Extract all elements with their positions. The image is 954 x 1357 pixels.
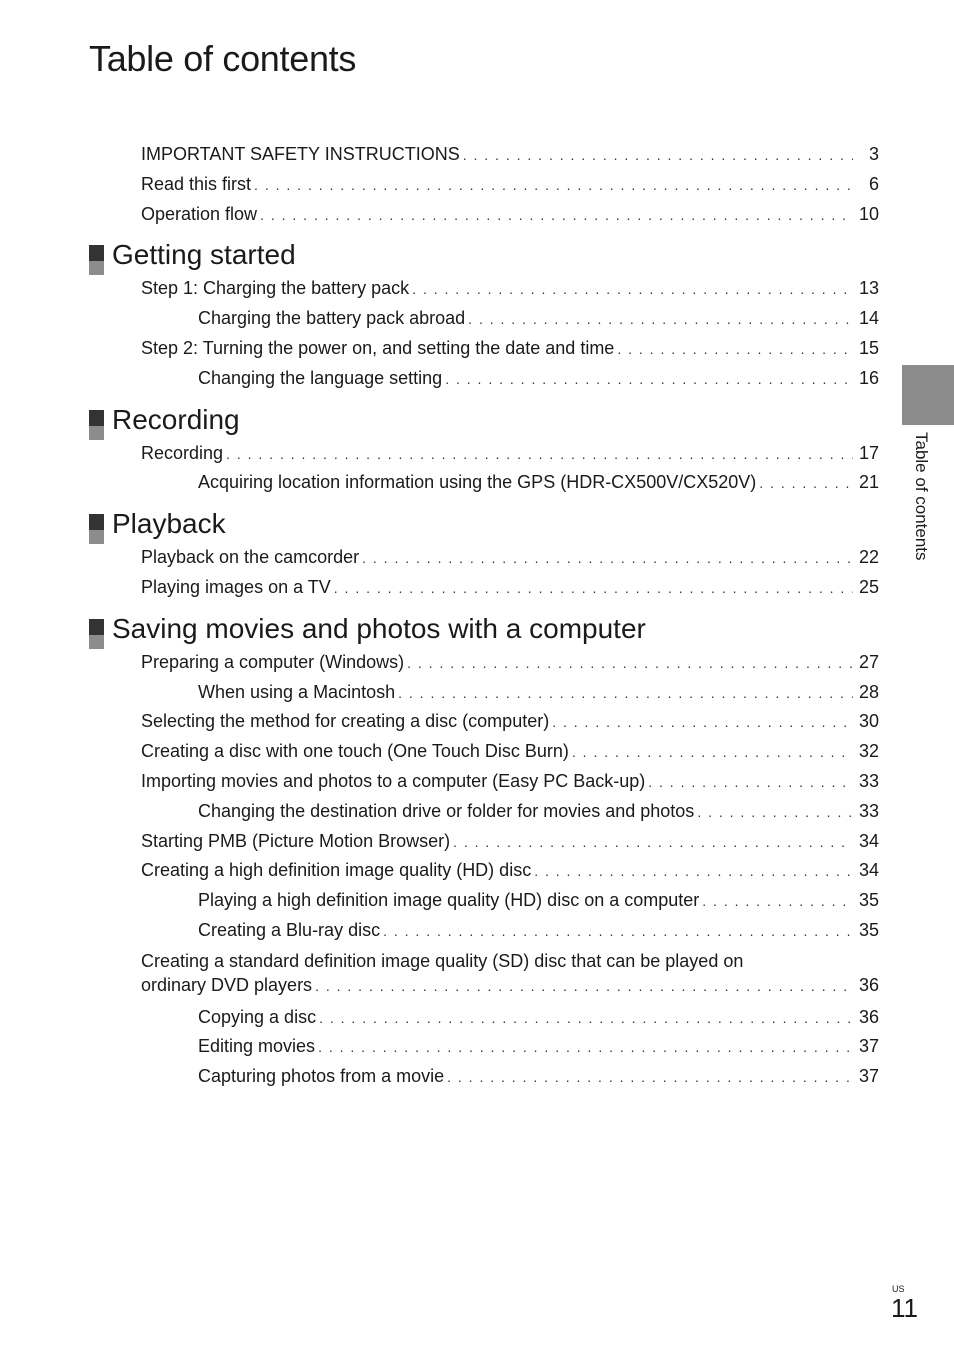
- dot-leader: [407, 652, 853, 674]
- toc-entry-title: Capturing photos from a movie: [198, 1066, 445, 1087]
- toc-entry-title: Read this first: [141, 173, 252, 194]
- toc-entry-page: 37: [858, 1066, 879, 1087]
- dot-leader: [319, 1007, 853, 1029]
- toc-entry-title: Creating a Blu-ray disc: [198, 919, 381, 940]
- toc-entry[interactable]: [89, 143, 879, 173]
- toc-subentry[interactable]: [89, 367, 879, 397]
- toc-subentry[interactable]: [89, 800, 879, 830]
- chapter-tab-label: Table of contents: [912, 432, 931, 561]
- toc-entry-title: Starting PMB (Picture Motion Browser): [141, 830, 451, 851]
- dot-leader: [572, 741, 853, 763]
- section-marker-bottom: [89, 426, 104, 440]
- section-marker-icon: [89, 514, 104, 544]
- toc-entry-title: Preparing a computer (Windows): [141, 651, 405, 672]
- toc-entry-title: Charging the battery pack abroad: [198, 308, 466, 329]
- toc-entry-page: 35: [858, 890, 879, 911]
- toc-entry-title: Acquiring location information using the GPS (HDR-CX500V/CX520V): [198, 472, 757, 493]
- toc-entry-continuation: [141, 973, 879, 998]
- toc-entry[interactable]: [89, 949, 879, 998]
- toc-entry-page: 15: [858, 337, 879, 358]
- toc-entry-title-continued: ordinary DVD players: [141, 974, 313, 995]
- dot-leader: [463, 144, 853, 166]
- toc-entry-title: Copying a disc: [198, 1006, 317, 1027]
- toc-entry-title: Selecting the method for creating a disc (computer): [141, 711, 550, 732]
- dot-leader: [447, 1066, 853, 1088]
- toc-entry-page: 32: [858, 741, 879, 762]
- toc-entry-page: 13: [858, 278, 879, 299]
- toc-entry[interactable]: [89, 859, 879, 889]
- toc-entry-title: Playback on the camcorder: [141, 547, 360, 568]
- toc-entry[interactable]: [89, 277, 879, 307]
- toc-entry[interactable]: [89, 546, 879, 576]
- table-of-contents: [89, 143, 879, 1095]
- dot-leader: [534, 860, 853, 882]
- toc-entry[interactable]: [89, 830, 879, 860]
- toc-entry-title: Importing movies and photos to a computer (Easy PC Back-up): [141, 770, 646, 791]
- toc-subentry[interactable]: [89, 1035, 879, 1065]
- toc-subentry[interactable]: [89, 919, 879, 949]
- section-heading: [89, 611, 879, 651]
- section-heading-label: Recording: [112, 403, 240, 435]
- toc-entry-page: 34: [858, 860, 879, 881]
- dot-leader: [362, 547, 853, 569]
- section-marker-top: [89, 410, 104, 426]
- toc-entry[interactable]: [89, 651, 879, 681]
- toc-entry-page: 17: [858, 442, 879, 463]
- dot-leader: [453, 831, 853, 853]
- dot-leader: [334, 577, 853, 599]
- toc-entry[interactable]: [89, 203, 879, 233]
- section-heading: [89, 237, 879, 277]
- dot-leader: [398, 682, 853, 704]
- toc-entry-page: 25: [858, 576, 879, 597]
- dot-leader: [552, 711, 853, 733]
- toc-entry-page: 14: [858, 308, 879, 329]
- dot-leader: [226, 443, 853, 465]
- toc-entry-page: 28: [858, 681, 879, 702]
- dot-leader: [254, 174, 853, 196]
- section-marker-icon: [89, 410, 104, 440]
- toc-entry-title: IMPORTANT SAFETY INSTRUCTIONS: [141, 144, 460, 164]
- toc-entry-page: 16: [858, 367, 879, 388]
- dot-leader: [697, 801, 853, 823]
- toc-entry-page: 34: [858, 830, 879, 851]
- section-marker-bottom: [89, 635, 104, 649]
- section-heading-label: Saving movies and photos with a computer: [112, 612, 646, 644]
- toc-entry-title: Step 1: Charging the battery pack: [141, 278, 410, 299]
- toc-entry-page: 37: [858, 1036, 879, 1057]
- toc-entry-page: 10: [858, 203, 879, 224]
- section-heading: [89, 402, 879, 442]
- dot-leader: [383, 920, 853, 942]
- toc-entry-title: Changing the destination drive or folder for movies and photos: [198, 800, 695, 821]
- toc-entry-title: Recording: [141, 442, 224, 463]
- toc-entry-page: 36: [858, 1006, 879, 1027]
- toc-entry[interactable]: [89, 442, 879, 472]
- section-marker-top: [89, 245, 104, 261]
- toc-entry-title: Creating a standard definition image quality (SD) disc that can be played on: [141, 950, 744, 971]
- section-marker-bottom: [89, 530, 104, 544]
- dot-leader: [318, 1036, 853, 1058]
- dot-leader: [648, 771, 853, 793]
- toc-subentry[interactable]: [89, 471, 879, 501]
- page-number: 11: [891, 1293, 918, 1323]
- section-marker-bottom: [89, 261, 104, 275]
- toc-entry-title: Changing the language setting: [198, 367, 443, 388]
- dot-leader: [260, 204, 853, 226]
- toc-subentry[interactable]: [89, 1065, 879, 1095]
- toc-entry-page: 3: [868, 144, 879, 164]
- toc-entry-page: 33: [858, 800, 879, 821]
- dot-leader: [702, 890, 853, 912]
- toc-entry-page: 27: [858, 651, 879, 672]
- toc-entry-title: Creating a disc with one touch (One Touch Disc Burn): [141, 741, 569, 762]
- toc-entry-title: When using a Macintosh: [198, 681, 396, 702]
- toc-entry-page: 30: [858, 711, 879, 732]
- toc-entry-page: 33: [858, 770, 879, 791]
- toc-entry-page: 35: [858, 919, 879, 940]
- toc-entry-title: Step 2: Turning the power on, and setting the date and time: [141, 337, 615, 358]
- toc-entry[interactable]: [89, 173, 879, 203]
- toc-entry[interactable]: [89, 710, 879, 740]
- toc-entry[interactable]: [89, 337, 879, 367]
- toc-entry-title: Playing images on a TV: [141, 576, 331, 597]
- toc-subentry[interactable]: [89, 1006, 879, 1036]
- page-region-code: US: [892, 1284, 905, 1294]
- toc-subentry[interactable]: [89, 889, 879, 919]
- toc-entry-title: Playing a high definition image quality (HD) disc on a computer: [198, 890, 700, 911]
- dot-leader: [468, 308, 853, 330]
- section-marker-icon: [89, 245, 104, 275]
- dot-leader: [759, 472, 853, 494]
- dot-leader: [617, 338, 853, 360]
- toc-entry-title: Operation flow: [141, 203, 258, 224]
- toc-entry-title: Creating a high definition image quality (HD) disc: [141, 860, 532, 881]
- toc-entry[interactable]: [89, 576, 879, 606]
- toc-subentry[interactable]: [89, 681, 879, 711]
- toc-entry-title: Editing movies: [198, 1036, 316, 1057]
- toc-entry-page: 6: [868, 173, 879, 194]
- section-marker-top: [89, 619, 104, 635]
- section-heading: [89, 506, 879, 546]
- section-heading-label: Playback: [112, 508, 226, 540]
- page-title: Table of contents: [89, 38, 357, 79]
- dot-leader: [445, 368, 853, 390]
- toc-entry-page: 21: [858, 472, 879, 493]
- toc-entry-page: 22: [858, 547, 879, 568]
- section-marker-top: [89, 514, 104, 530]
- toc-entry[interactable]: [89, 740, 879, 770]
- toc-subentry[interactable]: [89, 307, 879, 337]
- toc-entry[interactable]: [89, 770, 879, 800]
- chapter-tab: [902, 365, 954, 425]
- toc-entry-page: 36: [858, 974, 879, 995]
- dot-leader: [315, 974, 853, 998]
- section-marker-icon: [89, 619, 104, 649]
- section-heading-label: Getting started: [112, 239, 296, 271]
- dot-leader: [412, 278, 853, 300]
